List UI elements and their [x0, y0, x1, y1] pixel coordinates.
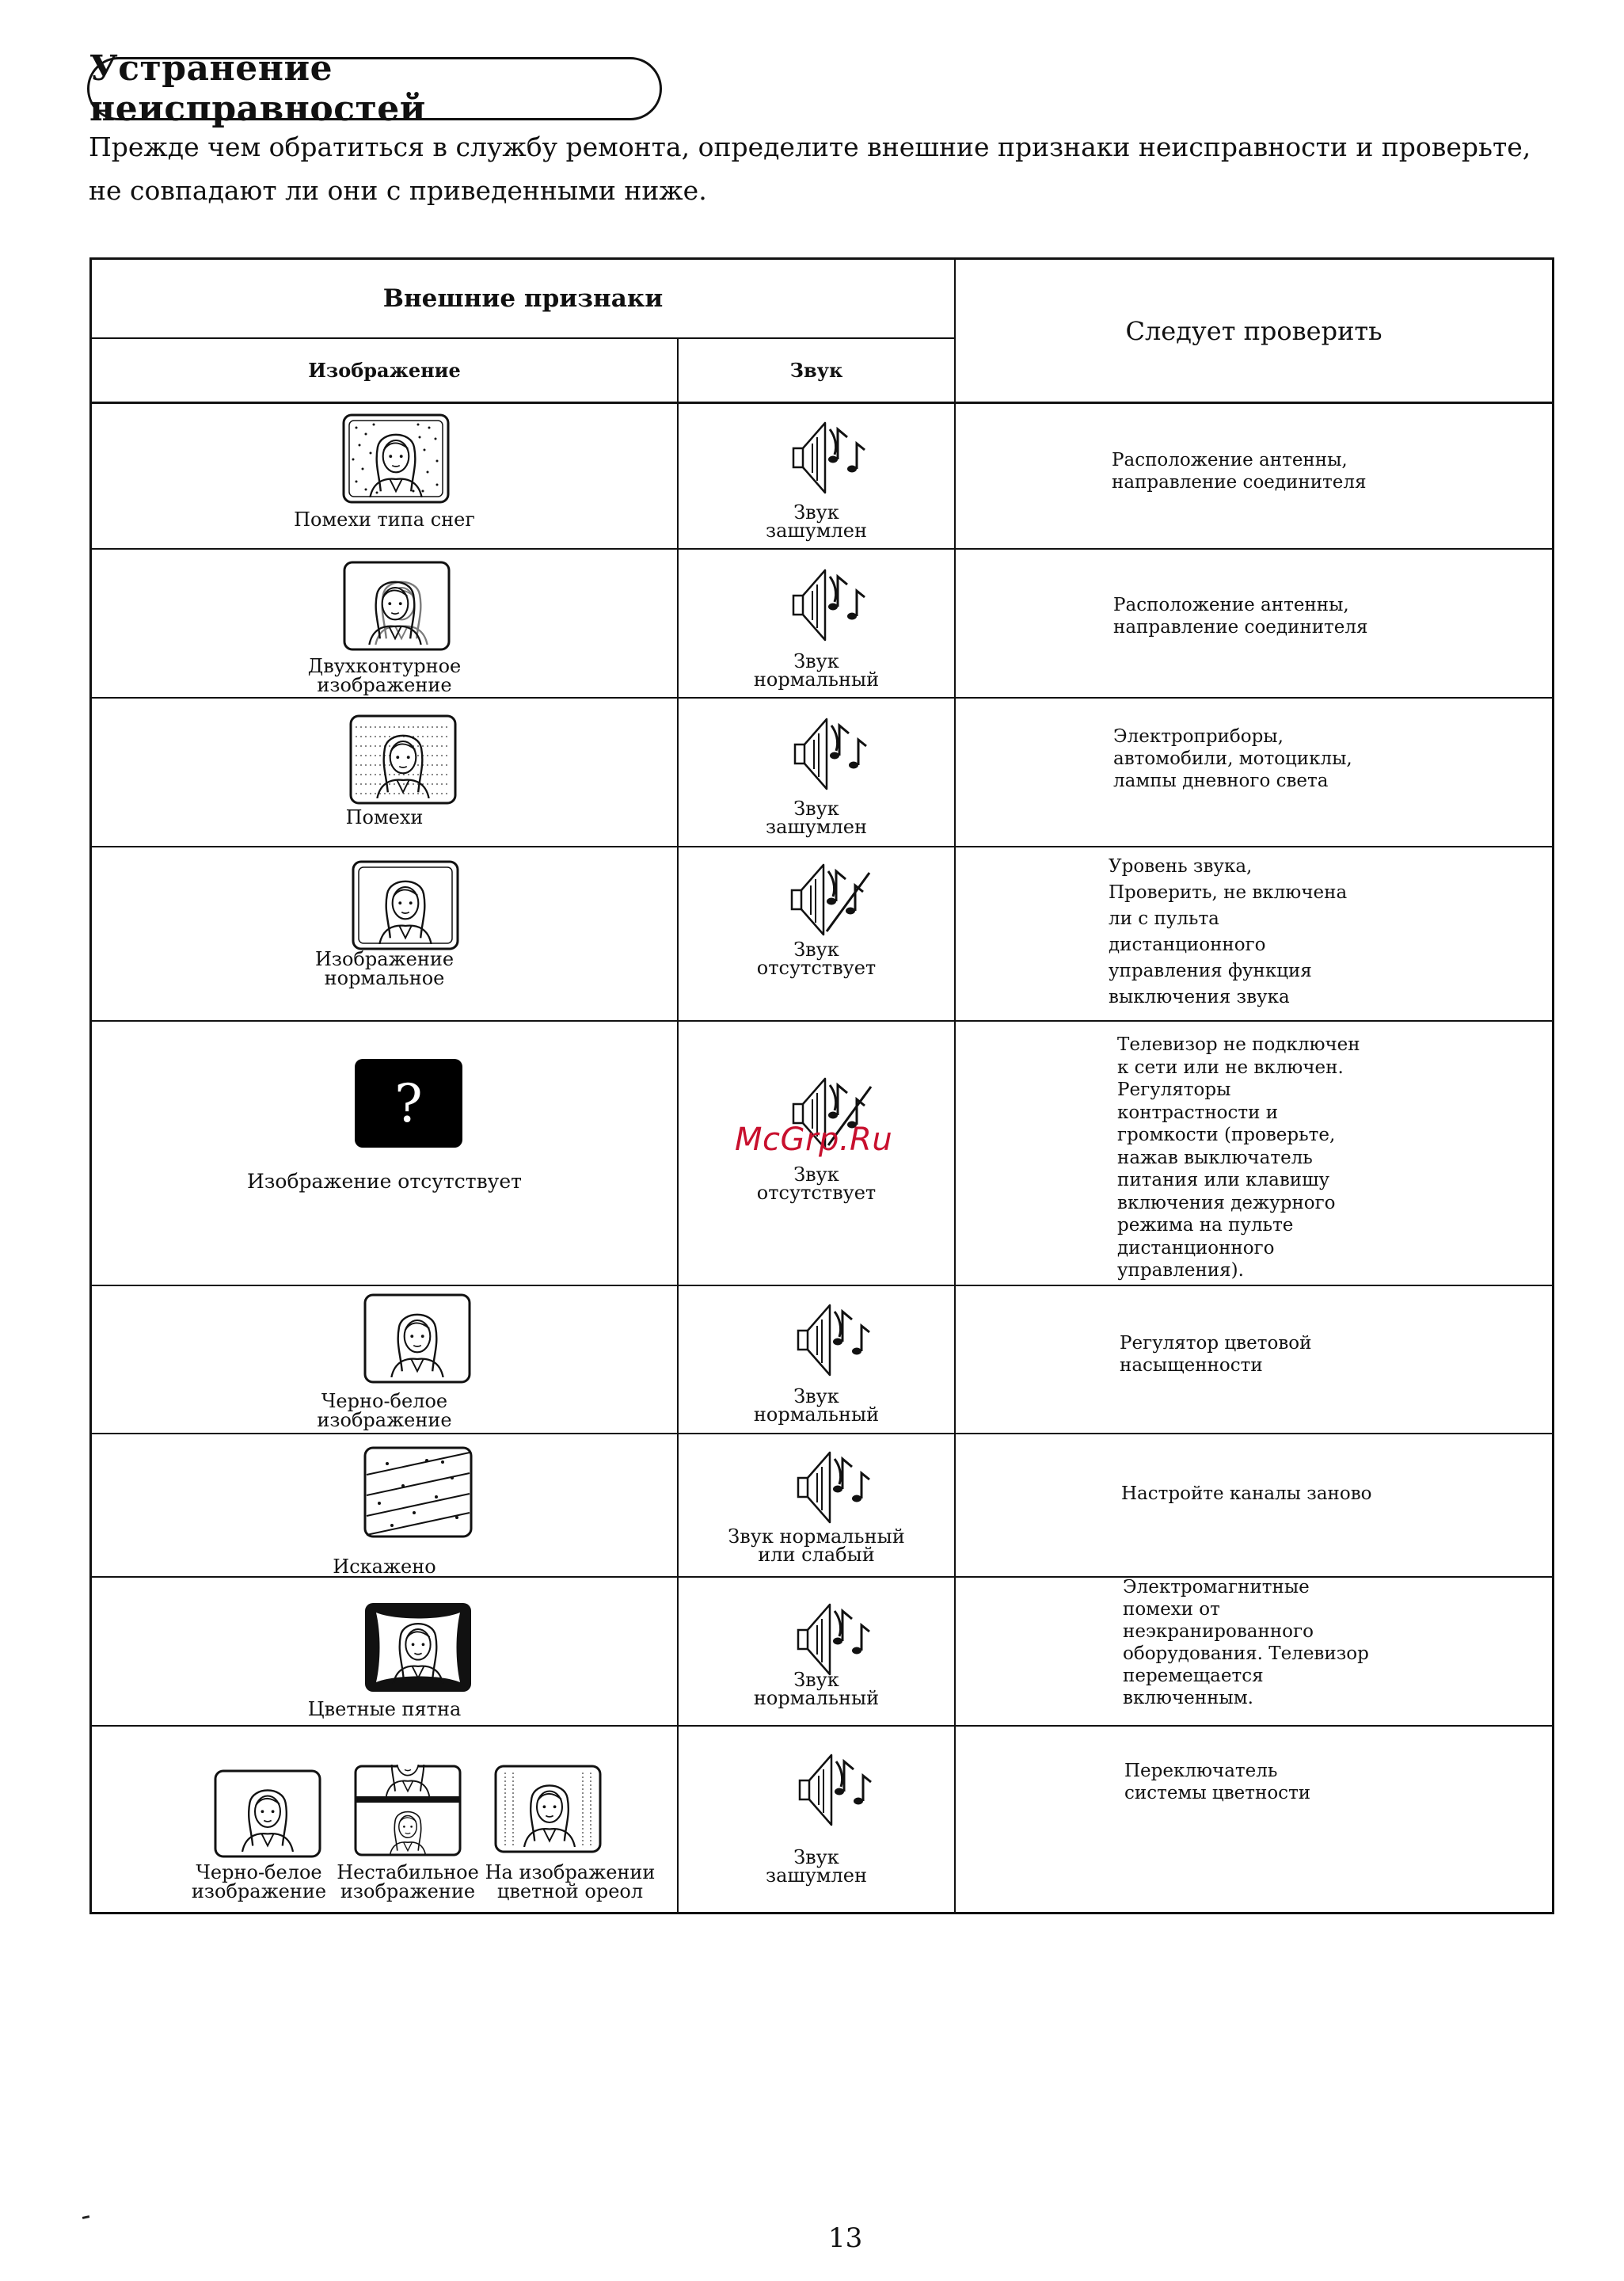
caption-line: Искажено [333, 1556, 436, 1578]
check-line: контрастности и [1117, 1102, 1279, 1123]
intro-line-1: Прежде чем обратиться в службу ремонта, определите внешние признаки неисправности и проверьте, [89, 131, 1531, 162]
check-line: дистанционного [1117, 1237, 1275, 1259]
tv-color-patches-icon [363, 1601, 473, 1693]
caption-line: нормальное [324, 967, 445, 989]
table-border-left [89, 257, 92, 1914]
image-caption [481, 1863, 659, 1901]
sound-caption [679, 800, 954, 836]
caption-line: Звук [793, 650, 839, 672]
speaker-music-icon [793, 1443, 880, 1530]
check-text [1120, 1332, 1311, 1377]
check-line: помехи от [1123, 1599, 1220, 1620]
caption-line: или слабый [758, 1544, 875, 1566]
check-line: Регуляторы [1117, 1080, 1231, 1100]
check-line: лампы дневного света [1113, 771, 1329, 791]
check-line: управления). [1117, 1260, 1244, 1281]
caption-line: Звук [793, 1385, 839, 1407]
table-header-bottom [89, 402, 1554, 404]
caption-line: Звук [793, 1846, 839, 1868]
check-line: направление соединителя [1113, 617, 1368, 638]
check-text [1109, 854, 1347, 1011]
sound-caption [679, 1525, 954, 1566]
check-line: ли с пульта [1109, 908, 1219, 929]
check-line: неэкранированного [1123, 1621, 1314, 1642]
check-line: включенным. [1123, 1688, 1253, 1708]
table-row-divider [89, 1020, 1554, 1022]
caption-line: Звук [793, 1669, 839, 1691]
caption-line: Звук [793, 798, 839, 820]
tv-color-halo-icon [494, 1765, 602, 1853]
question-mark: ? [394, 1072, 423, 1134]
check-text [1113, 594, 1368, 638]
image-caption [92, 656, 677, 695]
caption-line: нормальный [753, 1403, 880, 1426]
tv-ghost-image-icon [343, 561, 451, 651]
sound-caption [679, 1671, 954, 1708]
image-caption [92, 805, 677, 830]
caption-line: Изображение [314, 948, 454, 970]
speaker-music-icon [793, 1296, 880, 1383]
check-line: к сети или не включен. [1117, 1057, 1344, 1078]
caption-line: Помехи [345, 806, 424, 828]
check-line: Расположение антенны, [1113, 595, 1349, 615]
caption-line: нормальный [753, 1687, 880, 1709]
tv-black-white-icon [363, 1293, 471, 1384]
caption-line: Черно-белое [196, 1861, 322, 1883]
check-line: насыщенности [1120, 1355, 1263, 1376]
table-row-divider [89, 846, 1554, 847]
watermark: McGrp.Ru [735, 1121, 893, 1158]
page-title: Устранение неисправностей [87, 57, 662, 120]
caption-line: изображение [317, 1409, 452, 1431]
speaker-muted-icon [787, 855, 874, 942]
caption-line: Звук [793, 501, 839, 524]
caption-line: Изображение отсутствует [247, 1170, 522, 1193]
table-border-right [1552, 257, 1554, 1914]
image-caption [92, 1391, 677, 1430]
check-line: управления функция [1109, 961, 1312, 981]
intro-line-2: не совпадают ли они с приведенными ниже. [89, 175, 707, 206]
caption-line: Помехи типа снег [294, 508, 475, 531]
header-image: Изображение [308, 359, 461, 382]
table-border-bottom [89, 1912, 1554, 1914]
check-line: выключения звука [1109, 987, 1290, 1007]
table-col-divider-2 [954, 257, 956, 1914]
caption-line: зашумлен [766, 520, 867, 542]
check-text [1117, 1034, 1360, 1282]
caption-line: Двухконтурное [307, 655, 462, 677]
sound-caption [679, 1163, 954, 1204]
tv-interference-icon [349, 714, 457, 805]
scan-speck [82, 2215, 89, 2219]
speaker-music-icon [790, 710, 877, 797]
check-line: Расположение антенны, [1112, 450, 1348, 470]
check-line: системы цветности [1124, 1783, 1311, 1803]
check-text [1113, 725, 1352, 792]
check-line: дистанционного [1109, 935, 1266, 955]
caption-line: зашумлен [766, 1864, 867, 1887]
check-line: Электроприборы, [1113, 726, 1284, 747]
check-line: питания или клавишу [1117, 1170, 1330, 1190]
check-text [1112, 449, 1367, 493]
header-sound: Звук [789, 359, 843, 382]
check-text [1124, 1760, 1310, 1804]
check-line: перемещается [1123, 1666, 1264, 1686]
check-line: оборудования. Телевизор [1123, 1643, 1369, 1664]
caption-line: цветной ореол [496, 1880, 644, 1902]
page-number: 13 [828, 2222, 863, 2254]
caption-line: Звук [793, 1163, 839, 1186]
tv-distorted-icon [363, 1446, 473, 1538]
caption-line: изображение [317, 674, 452, 696]
check-text [1123, 1576, 1369, 1709]
caption-line: изображение [340, 1880, 476, 1902]
sound-caption [679, 1385, 954, 1426]
intro-paragraph [89, 125, 1546, 212]
check-text [1121, 1483, 1372, 1505]
tv-unstable-picture-icon [354, 1765, 462, 1856]
image-caption [184, 1863, 334, 1901]
image-caption [92, 1696, 677, 1722]
speaker-music-icon [789, 561, 876, 648]
sound-caption [679, 941, 954, 977]
no-picture-icon [355, 1059, 462, 1148]
caption-line: Звук нормальный [728, 1525, 905, 1548]
check-line: нажав выключатель [1117, 1147, 1313, 1168]
sound-caption [679, 650, 954, 691]
table-row-divider [89, 697, 1554, 699]
caption-line: зашумлен [766, 816, 867, 838]
caption-line: отсутствует [756, 1182, 877, 1204]
check-line: Телевизор не подключен [1117, 1034, 1360, 1055]
check-line: Уровень звука, [1109, 856, 1253, 877]
table-row-divider [89, 1433, 1554, 1434]
check-line: громкости (проверьте, [1117, 1125, 1336, 1145]
speaker-music-icon [795, 1746, 882, 1833]
check-line: режима на пульте [1117, 1215, 1294, 1236]
table-row-divider [89, 1725, 1554, 1727]
sound-caption [679, 501, 954, 542]
caption-line: На изображении [485, 1861, 656, 1883]
image-caption [92, 507, 677, 532]
caption-line: отсутствует [756, 957, 877, 979]
tv-black-white-icon [214, 1769, 321, 1858]
tv-normal-picture-icon [352, 860, 459, 950]
image-caption [92, 949, 677, 988]
check-line: автомобили, мотоциклы, [1113, 748, 1352, 769]
image-caption [331, 1863, 485, 1901]
sound-caption [679, 1846, 954, 1887]
caption-line: Черно-белое [321, 1390, 448, 1412]
caption-line: изображение [191, 1880, 327, 1902]
table-row-divider [89, 1285, 1554, 1286]
header-check: Следует проверить [1125, 315, 1382, 346]
check-line: направление соединителя [1112, 472, 1367, 493]
check-line: Регулятор цветовой [1120, 1333, 1312, 1354]
caption-line: нормальный [753, 668, 880, 691]
speaker-music-icon [789, 413, 876, 501]
caption-line: Звук [793, 939, 839, 961]
check-line: включения дежурного [1117, 1192, 1336, 1213]
header-symptoms: Внешние признаки [382, 284, 664, 313]
table-row-divider [89, 548, 1554, 550]
image-caption [92, 1554, 677, 1579]
check-line: Проверить, не включена [1109, 882, 1348, 903]
image-caption [92, 1169, 677, 1194]
check-line: Переключатель [1124, 1761, 1278, 1781]
caption-line: Цветные пятна [307, 1698, 462, 1720]
caption-line: Нестабильное [337, 1861, 479, 1883]
check-line: Настройте каналы заново [1121, 1483, 1372, 1504]
check-line: Электромагнитные [1123, 1577, 1310, 1597]
tv-snow-noise-icon [342, 413, 450, 504]
